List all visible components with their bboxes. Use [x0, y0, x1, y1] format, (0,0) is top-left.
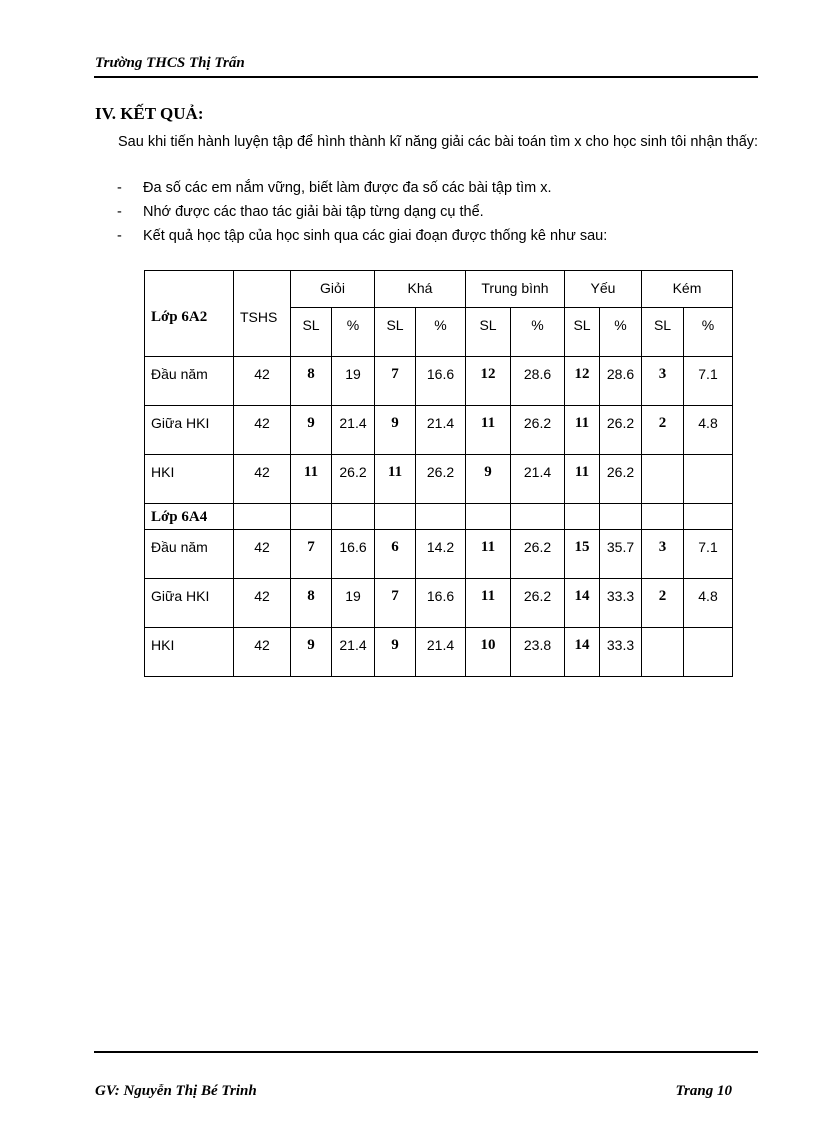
empty-cell [291, 504, 332, 530]
sl-cell: 11 [466, 530, 511, 579]
empty-cell [234, 504, 291, 530]
sl-cell: 2 [642, 406, 684, 455]
sl-header: SL [375, 308, 416, 357]
bullet-text: Nhớ được các thao tác giải bài tập từng dạng cụ thể. [143, 204, 484, 220]
tshs-cell: 42 [234, 579, 291, 628]
sl-cell [642, 628, 684, 677]
pct-cell: 33.3 [600, 628, 642, 677]
intro-paragraph: Sau khi tiến hành luyện tập để hình thành kĩ năng giải các bài toán tìm x cho học sinh tôi nhận thấy: [118, 134, 759, 150]
pct-cell: 19 [332, 579, 375, 628]
pct-cell: 26.2 [511, 406, 565, 455]
sl-cell [642, 455, 684, 504]
pct-cell: 16.6 [416, 357, 466, 406]
sl-cell: 12 [565, 357, 600, 406]
pct-cell: 26.2 [332, 455, 375, 504]
sl-header: SL [466, 308, 511, 357]
pct-cell: 23.8 [511, 628, 565, 677]
pct-cell: 26.2 [600, 455, 642, 504]
empty-cell [416, 504, 466, 530]
pct-cell: 28.6 [600, 357, 642, 406]
list-item: - Nhớ được các thao tác giải bài tập từng dạng cụ thể. [117, 203, 757, 227]
pct-cell: 4.8 [684, 579, 733, 628]
pct-cell: 19 [332, 357, 375, 406]
tshs-cell: 42 [234, 357, 291, 406]
bullet-text: Đa số các em nắm vững, biết làm được đa số các bài tập tìm x. [143, 180, 552, 196]
page-number: Trang 10 [675, 1083, 732, 1099]
footer-author: GV: Nguyễn Thị Bé Trinh [95, 1083, 257, 1099]
sl-header: SL [642, 308, 684, 357]
results-table [144, 270, 733, 677]
pct-cell: 26.2 [416, 455, 466, 504]
pct-cell: 21.4 [416, 406, 466, 455]
level-header: Trung bình [466, 271, 565, 308]
table-row [145, 504, 733, 530]
sl-cell: 15 [565, 530, 600, 579]
row-label: HKI [145, 455, 234, 504]
row-label: HKI [145, 628, 234, 677]
class-6a2-label: Lớp 6A2 [145, 271, 234, 357]
sl-cell: 11 [565, 406, 600, 455]
level-header: Giỏi [291, 271, 375, 308]
pct-header: % [511, 308, 565, 357]
pct-cell: 16.6 [332, 530, 375, 579]
pct-cell: 21.4 [511, 455, 565, 504]
sl-cell: 6 [375, 530, 416, 579]
pct-cell: 28.6 [511, 357, 565, 406]
sl-cell: 11 [375, 455, 416, 504]
sl-cell: 14 [565, 579, 600, 628]
bullet-list [117, 179, 757, 251]
sl-cell: 3 [642, 357, 684, 406]
table-header-row [145, 271, 733, 308]
empty-cell [511, 504, 565, 530]
tshs-cell: 42 [234, 628, 291, 677]
sl-cell: 2 [642, 579, 684, 628]
pct-cell: 16.6 [416, 579, 466, 628]
empty-cell [565, 504, 600, 530]
sl-header: SL [565, 308, 600, 357]
section-title: IV. KẾT QUẢ: [95, 104, 204, 123]
tshs-cell: 42 [234, 530, 291, 579]
pct-cell: 33.3 [600, 579, 642, 628]
pct-cell: 26.2 [511, 530, 565, 579]
sl-cell: 9 [291, 628, 332, 677]
bullet-text: Kết quả học tập của học sinh qua các giai đoạn được thống kê như sau: [143, 228, 608, 244]
list-item: - Đa số các em nắm vững, biết làm được đa số các bài tập tìm x. [117, 179, 757, 203]
empty-cell [375, 504, 416, 530]
pct-header: % [416, 308, 466, 357]
sl-cell: 11 [466, 406, 511, 455]
empty-cell [600, 504, 642, 530]
sl-header: SL [291, 308, 332, 357]
pct-cell: 21.4 [332, 406, 375, 455]
row-label: Giữa HKI [145, 406, 234, 455]
tshs-cell: 42 [234, 455, 291, 504]
tshs-header: TSHS [234, 271, 291, 357]
sl-cell: 11 [466, 579, 511, 628]
sl-cell: 8 [291, 357, 332, 406]
sl-cell: 7 [375, 579, 416, 628]
row-label: Giữa HKI [145, 579, 234, 628]
row-label: Đầu năm [145, 530, 234, 579]
pct-cell: 7.1 [684, 357, 733, 406]
sl-cell: 8 [291, 579, 332, 628]
pct-header: % [332, 308, 375, 357]
table-row [145, 628, 733, 677]
class-6a4-label: Lớp 6A4 [145, 504, 234, 530]
pct-cell: 35.7 [600, 530, 642, 579]
level-header: Kém [642, 271, 733, 308]
pct-cell: 26.2 [511, 579, 565, 628]
pct-cell [684, 455, 733, 504]
pct-cell [684, 628, 733, 677]
sl-cell: 12 [466, 357, 511, 406]
sl-cell: 7 [291, 530, 332, 579]
table-row [145, 530, 733, 579]
sl-cell: 11 [565, 455, 600, 504]
sl-cell: 10 [466, 628, 511, 677]
table-row [145, 579, 733, 628]
sl-cell: 9 [375, 628, 416, 677]
empty-cell [642, 504, 684, 530]
sl-cell: 3 [642, 530, 684, 579]
pct-header: % [600, 308, 642, 357]
tshs-cell: 42 [234, 406, 291, 455]
pct-cell: 21.4 [416, 628, 466, 677]
empty-cell [684, 504, 733, 530]
level-header: Khá [375, 271, 466, 308]
header-rule [94, 76, 758, 78]
footer-rule [94, 1051, 758, 1053]
sl-cell: 9 [291, 406, 332, 455]
table-row [145, 455, 733, 504]
empty-cell [466, 504, 511, 530]
level-header: Yếu [565, 271, 642, 308]
pct-cell: 14.2 [416, 530, 466, 579]
pct-cell: 26.2 [600, 406, 642, 455]
row-label: Đầu năm [145, 357, 234, 406]
pct-cell: 21.4 [332, 628, 375, 677]
sl-cell: 9 [466, 455, 511, 504]
sl-cell: 14 [565, 628, 600, 677]
table-row [145, 357, 733, 406]
page-header-school: Trường THCS Thị Trấn [95, 55, 245, 71]
list-item: - Kết quả học tập của học sinh qua các giai đoạn được thống kê như sau: [117, 227, 757, 251]
sl-cell: 11 [291, 455, 332, 504]
table-row [145, 406, 733, 455]
empty-cell [332, 504, 375, 530]
pct-cell: 4.8 [684, 406, 733, 455]
sl-cell: 9 [375, 406, 416, 455]
sl-cell: 7 [375, 357, 416, 406]
pct-cell: 7.1 [684, 530, 733, 579]
pct-header: % [684, 308, 733, 357]
